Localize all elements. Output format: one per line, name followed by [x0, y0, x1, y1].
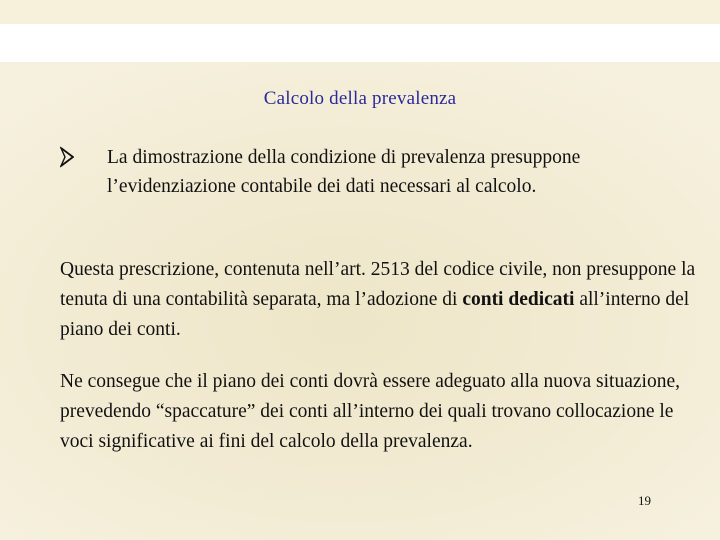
paragraph-1-bold: conti dedicati — [462, 289, 575, 310]
paragraph-1-text-before: Questa prescrizione, contenuta nell’art. 2513 del codice civile, non presuppone la tenuta di una contabilità separata, ma l’adozione di — [60, 259, 696, 310]
header-band — [0, 24, 720, 62]
top-strip — [0, 0, 720, 24]
page-number: 19 — [638, 493, 651, 508]
paragraph-2: Ne consegue che il piano dei conti dovrà essere adeguato alla nuova situazione, prevedendo “spaccature” dei conti all’interno dei quali trovano collocazione le voci significative ai fini del calcolo della prevalenza. — [60, 371, 680, 452]
paragraph-1-text-after: all’interno del piano dei conti. — [60, 289, 690, 340]
slide-title: Calcolo della prevalenza — [263, 88, 457, 109]
arrowhead-bullet-icon — [60, 146, 74, 168]
bullet-text: La dimostrazione della condizione di prevalenza presuppone l’evidenziazione contabile dei dati necessari al calcolo. — [107, 147, 581, 197]
paragraph-1 — [60, 255, 700, 345]
